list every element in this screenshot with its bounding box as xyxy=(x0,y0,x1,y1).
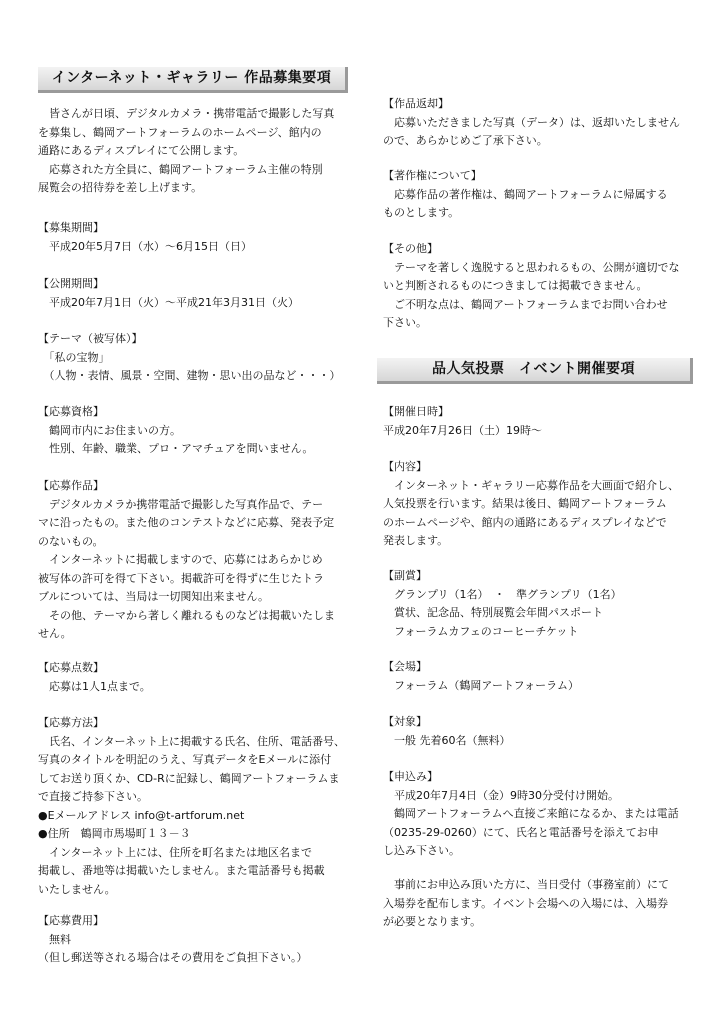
section-line: 掲載し、番地等は掲載いたしません。また電話番号も掲載 xyxy=(38,864,325,877)
section-line: で直接ご持参下さい。 xyxy=(38,790,148,803)
section-line: 氏名、インターネット上に掲載する氏名、住所、電話番号、 xyxy=(38,734,346,748)
event-title: 品人気投票 イベント開催要項 xyxy=(377,358,693,384)
section-line: のないもの。 xyxy=(38,534,104,548)
hoho-section xyxy=(38,714,348,899)
section-line: 賞状、記念品、特別展覧会年間パスポート xyxy=(383,606,603,619)
section-line: 平成20年7月4日（金）9時30分受付け開始。 xyxy=(383,788,619,802)
section-line: フォーラムカフェのコーヒーチケット xyxy=(383,624,579,638)
intro-line: を募集し、鶴岡アートフォーラムのホームページ、館内の xyxy=(38,125,322,139)
section-line: インターネットに掲載しますので、応募にはあらかじめ xyxy=(38,553,323,566)
sakuhin-section xyxy=(38,477,348,644)
section-heading: 【会場】 xyxy=(383,660,427,673)
intro-line: 通路にあるディスプレイにて公開します。 xyxy=(38,144,245,157)
naiyo-section xyxy=(383,458,693,551)
section-line: 平成20年5月7日（水）～6月15日（日） xyxy=(38,239,252,253)
section-line: （但し郵送等される場合はその費用をご負担下さい。） xyxy=(38,951,308,964)
section-heading: 【対象】 xyxy=(383,715,427,728)
hiyo-section xyxy=(38,912,348,968)
phone-line: （0235-29-0260）にて、氏名と電話番号を添えてお申 xyxy=(383,825,659,839)
section-line: 応募作品の著作権は、鶴岡アートフォーラムに帰属する xyxy=(383,187,668,201)
section-line: 事前にお申込み頂いた方に、当日受付（事務室前）にて xyxy=(383,878,669,891)
moshikomi-section xyxy=(383,768,693,861)
section-line: してお送り頂くか、CD-Rに記録し、鶴岡アートフォーラムま xyxy=(38,771,340,785)
section-line: 「私の宝物」 xyxy=(38,350,110,364)
section-heading: 【テーマ（被写体）】 xyxy=(38,332,143,345)
intro-line: 展覧会の招待券を差し上げます。 xyxy=(38,181,203,194)
fukusho-section xyxy=(383,567,693,641)
section-line: 発表します。 xyxy=(383,534,449,547)
intro-section xyxy=(38,105,348,198)
intro-line: 皆さんが日頃、デジタルカメラ・携帯電話で撮影した写真 xyxy=(38,107,335,120)
section-line: し込み下さい。 xyxy=(383,844,460,857)
section-line: 鶴岡アートフォーラムへ直接ご来館になるか、または電話 xyxy=(383,807,679,820)
nichiji-section xyxy=(383,403,693,440)
section-line: 応募は1人1点まで。 xyxy=(38,679,151,693)
section-heading: 【開催日時】 xyxy=(383,405,449,418)
section-line: せん。 xyxy=(38,627,72,640)
section-line: インターネット上には、住所を町名または地区名まで xyxy=(38,845,313,859)
section-line: 一般 先着60名（無料） xyxy=(383,733,511,747)
section-line: ので、あらかじめご了承下さい。 xyxy=(383,134,548,147)
section-line: グランプリ（1名） ・ 準グランプリ（1名） xyxy=(383,587,622,601)
boshu-kikan-section xyxy=(38,219,348,256)
section-line: フォーラム（鶴岡アートフォーラム） xyxy=(383,678,580,692)
section-line: （人物・表情、風景・空間、建物・思い出の品など・・・） xyxy=(38,369,341,382)
section-heading: 【公開期間】 xyxy=(38,277,104,290)
shikaku-section xyxy=(38,403,348,459)
section-line: 応募いただきました写真（データ）は、返却いたしません xyxy=(383,115,680,129)
section-heading: 【副賞】 xyxy=(383,569,427,582)
section-heading: 【その他】 xyxy=(383,242,438,255)
page-title: インターネット・ギャラリー 作品募集要項 xyxy=(38,67,348,93)
section-line: テーマを著しく逸脱すると思われるもの、公開が適切でな xyxy=(383,260,680,274)
section-heading: 【作品返却】 xyxy=(383,97,449,110)
section-line: 人気投票を行います。結果は後日、鶴岡アートフォーラム xyxy=(383,497,667,510)
section-line: 性別、年齢、職業、プロ・アマチュアを問いません。 xyxy=(38,442,314,455)
section-heading: 【応募方法】 xyxy=(38,716,104,729)
taisho-section xyxy=(383,713,693,750)
email-address: ●Eメールアドレス info@t-artforum.net xyxy=(38,808,245,822)
section-heading: 【応募費用】 xyxy=(38,914,104,927)
tensu-section xyxy=(38,659,348,696)
henkyaku-section xyxy=(383,95,693,151)
section-line: ブルについては、当局は一切関知出来ません。 xyxy=(38,590,269,603)
section-line: ものとします。 xyxy=(383,206,460,219)
section-line: いと判断されるものにつきましては掲載できません。 xyxy=(383,279,648,292)
section-line: 鶴岡市内にお住まいの方。 xyxy=(38,423,181,437)
section-line: が必要となります。 xyxy=(383,915,482,928)
section-line: いたしません。 xyxy=(38,882,116,896)
sonota-section xyxy=(383,240,693,333)
section-heading: 【募集期間】 xyxy=(38,221,104,234)
nyujo-section xyxy=(383,876,693,932)
section-line: デジタルカメラか携帯電話で撮影した写真作品で、テー xyxy=(38,497,324,511)
section-heading: 【申込み】 xyxy=(383,770,438,783)
section-line: 無料 xyxy=(38,932,71,946)
theme-section xyxy=(38,330,348,386)
section-line: 平成20年7月1日（火）～平成21年3月31日（火） xyxy=(38,295,299,309)
section-line: 平成20年7月26日（土）19時～ xyxy=(383,423,542,437)
kokai-kikan-section xyxy=(38,275,348,312)
section-line: 下さい。 xyxy=(383,316,427,329)
section-line: 被写体の許可を得て下さい。掲載許可を得ずに生じたトラ xyxy=(38,571,324,585)
chosakuken-section xyxy=(383,167,693,223)
section-line: 入場券を配布します。イベント会場への入場には、入場券 xyxy=(383,896,669,910)
postal-address: ●住所 鶴岡市馬場町１３－３ xyxy=(38,827,191,840)
section-line: のホームページや、館内の通路にあるディスプレイなどで xyxy=(383,515,667,529)
intro-line: 応募された方全員に、鶴岡アートフォーラム主催の特別 xyxy=(38,162,323,176)
section-heading: 【内容】 xyxy=(383,460,427,473)
section-line: インターネット・ギャラリー応募作品を大画面で紹介し、 xyxy=(383,478,680,492)
section-line: 写真のタイトルを明記のうえ、写真データをEメールに添付 xyxy=(38,753,332,766)
kaijo-section xyxy=(383,658,693,695)
section-heading: 【応募作品】 xyxy=(38,479,104,492)
section-line: マに沿ったもの。また他のコンテストなどに応募、発表予定 xyxy=(38,516,335,529)
section-heading: 【応募点数】 xyxy=(38,661,104,674)
section-line: ご不明な点は、鶴岡アートフォーラムまでお問い合わせ xyxy=(383,297,668,311)
section-heading: 【応募資格】 xyxy=(38,405,104,418)
section-heading: 【著作権について】 xyxy=(383,169,482,182)
section-line: その他、テーマから著しく離れるものなどは掲載いたしま xyxy=(38,608,335,622)
